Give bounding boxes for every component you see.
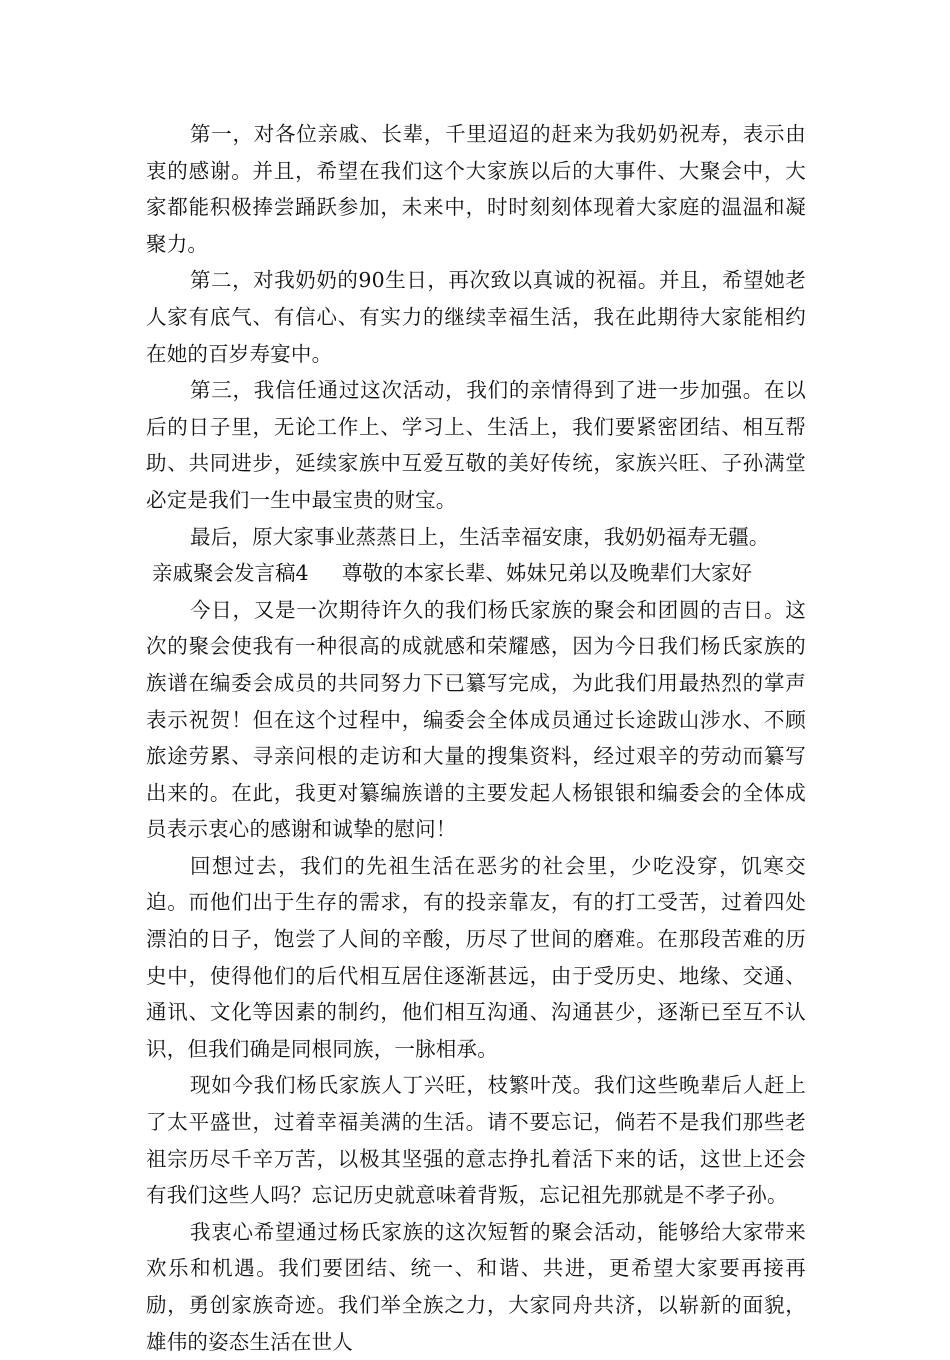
paragraph-hope: 我衷心希望通过杨氏家族的这次短暂的聚会活动，能够给大家带来欢乐和机遇。我们要团结、统一、和谐、共进，更希望大家要再接再励，勇创家族奇迹。我们举全族之力，大家同舟共济，以崭新的面貌，雄伟的姿态生活在世人 <box>146 1219 806 1354</box>
paragraph-third: 第三，我信任通过这次活动，我们的亲情得到了进一步加强。在以后的日子里，无论工作上、学习上、生活上，我们要紧密团结、相互帮助、共同进步，延续家族中互爱互敬的美好传统，家族兴旺、子孙满堂必定是我们一生中最宝贵的财宝。 <box>146 378 806 512</box>
section-heading <box>152 555 806 592</box>
paragraph-today: 今日，又是一次期待许久的我们杨氏家族的聚会和团圆的吉日。这次的聚会使我有一种很高的成就感和荣耀感，因为今日我们杨氏家族的族谱在编委会成员的共同努力下已纂写完成，为此我们用最热烈的掌声表示祝贺！但在这个过程中，编委会全体成员通过长途跋山涉水、不顾旅途劳累、寻亲问根的走访和大量的搜集资料，经过艰辛的劳动而纂写出来的。在此，我更对纂编族谱的主要发起人杨银银和编委会的全体成员表示衷心的感谢和诚挚的慰问！ <box>146 597 806 842</box>
paragraph-closing: 最后，原大家事业蒸蒸日上，生活幸福安康，我奶奶福寿无疆。 <box>190 524 770 549</box>
paragraph-second: 第二，对我奶奶的90生日，再次致以真诚的祝福。并且，希望她老人家有底气、有信心、有实力的继续幸福生活，我在此期待大家能相约在她的百岁寿宴中。 <box>146 268 806 366</box>
paragraph-first: 第一，对各位亲戚、长辈，千里迢迢的赶来为我奶奶祝寿，表示由衷的感谢。并且，希望在我们这个大家族以后的大事件、大聚会中，大家都能积极捧尝踊跃参加，未来中，时时刻刻体现着大家庭的温温和凝聚力。 <box>146 122 806 256</box>
paragraph-present: 现如今我们杨氏家族人丁兴旺，枝繁叶茂。我们这些晚辈后人赶上了太平盛世，过着幸福美满的生活。请不要忘记，倘若不是我们那些老祖宗历尽千辛万苦，以极其坚强的意志挣扎着活下来的话，这世上还会有我们这些人吗？忘记历史就意味着背叛，忘记祖先那就是不孝子孙。 <box>146 1073 806 1208</box>
section-title: 亲戚聚会发言稿4 <box>152 561 309 586</box>
paragraph-recall: 回想过去，我们的先祖生活在恶劣的社会里，少吃没穿，饥寒交迫。而他们出于生存的需求，有的投亲靠友，有的打工受苦，过着四处漂泊的日子，饱尝了人间的辛酸，历尽了世间的磨难。在那段苦难的历史中，使得他们的后代相互居住逐渐甚远，由于受历史、地缘、交通、通讯、文化等因素的制约，他们相互沟通、沟通甚少，逐渐已至互不认识，但我们确是同根同族，一脉相承。 <box>146 853 806 1061</box>
section-greeting: 尊敬的本家长辈、姊妹兄弟以及晚辈们大家好 <box>342 561 752 586</box>
document-body <box>146 116 806 1360</box>
